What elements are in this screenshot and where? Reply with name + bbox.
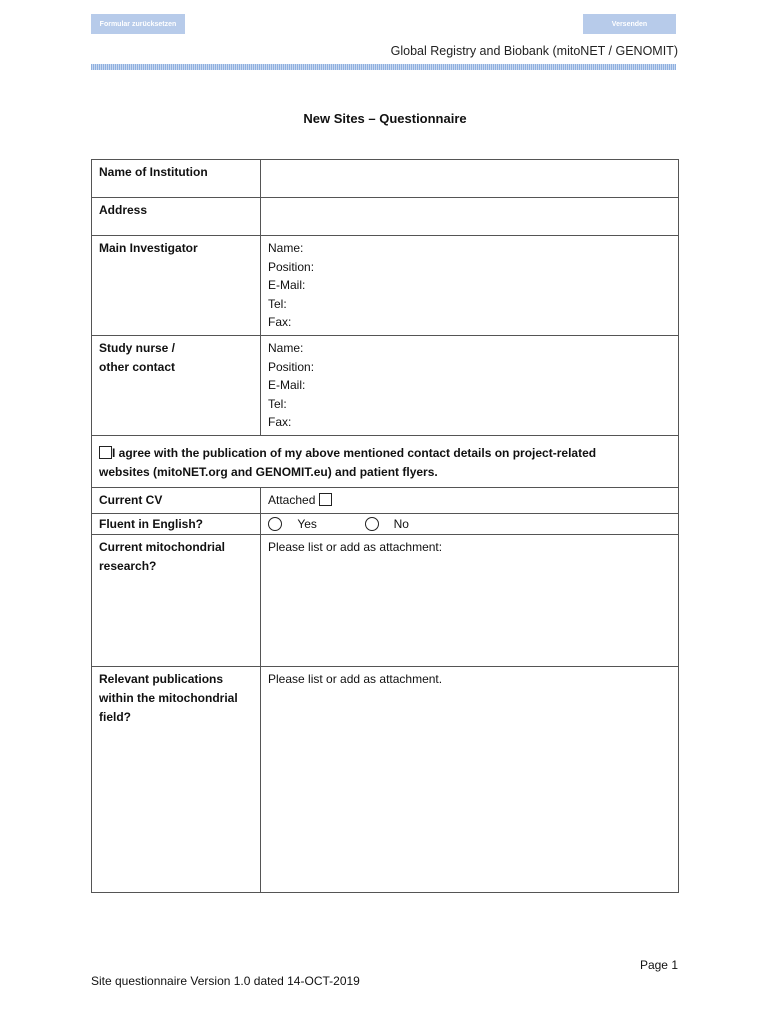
english-no-radio[interactable] bbox=[365, 517, 379, 531]
reset-form-button[interactable]: Formular zurücksetzen bbox=[91, 14, 185, 34]
row-institution bbox=[92, 160, 679, 198]
row-address bbox=[92, 198, 679, 236]
study-nurse-field[interactable] bbox=[261, 335, 679, 435]
mi-tel-label: Tel: bbox=[268, 296, 287, 311]
study-nurse-label-line1: Study nurse / bbox=[99, 340, 176, 355]
institution-label: Name of Institution bbox=[92, 160, 261, 198]
document-title: New Sites – Questionnaire bbox=[303, 111, 467, 126]
mi-email-label: E-Mail: bbox=[268, 278, 306, 293]
questionnaire-table bbox=[91, 159, 679, 893]
sn-fax-label: Fax: bbox=[268, 415, 292, 430]
publications-label-line1: Relevant publications bbox=[99, 672, 224, 687]
address-field[interactable] bbox=[261, 198, 679, 236]
cv-attached-label: Attached bbox=[268, 493, 316, 508]
cv-field bbox=[261, 488, 679, 514]
header-title: Global Registry and Biobank (mitoNET / GENOMIT) bbox=[390, 44, 678, 58]
sn-position-label: Position: bbox=[268, 359, 315, 374]
send-button[interactable]: Versenden bbox=[583, 14, 676, 34]
research-label-line2: research? bbox=[99, 558, 157, 573]
mi-name-label: Name: bbox=[268, 241, 304, 255]
research-label bbox=[92, 535, 261, 667]
agree-text-line1: I agree with the publication of my above mentioned contact details on project-related bbox=[112, 445, 597, 460]
agree-text-line2: websites (mitoNET.org and GENOMIT.eu) and patient flyers. bbox=[99, 464, 438, 479]
english-no-label: No bbox=[393, 516, 409, 531]
study-nurse-label-line2: other contact bbox=[99, 359, 176, 374]
cv-attached-checkbox[interactable] bbox=[319, 493, 332, 506]
institution-field[interactable] bbox=[261, 160, 679, 198]
sn-tel-label: Tel: bbox=[268, 396, 287, 411]
english-field bbox=[261, 513, 679, 535]
study-nurse-label bbox=[92, 335, 261, 435]
english-yes-label: Yes bbox=[297, 516, 317, 531]
research-hint: Please list or add as attachment: bbox=[268, 540, 443, 555]
address-label: Address bbox=[92, 198, 261, 236]
publications-label-line2: within the mitochondrial bbox=[99, 690, 238, 705]
sn-name-label: Name: bbox=[268, 340, 304, 355]
agree-cell bbox=[92, 435, 679, 487]
english-yes-radio[interactable] bbox=[268, 517, 282, 531]
agree-checkbox[interactable] bbox=[99, 446, 112, 459]
page-number: Page 1 bbox=[639, 958, 678, 972]
publications-label-line3: field? bbox=[99, 709, 131, 724]
sn-email-label: E-Mail: bbox=[268, 378, 306, 393]
row-main-investigator bbox=[92, 236, 679, 336]
row-study-nurse bbox=[92, 335, 679, 435]
main-investigator-label: Main Investigator bbox=[92, 236, 261, 336]
publications-hint: Please list or add as attachment. bbox=[268, 672, 443, 687]
mi-position-label: Position: bbox=[268, 259, 315, 274]
cv-label: Current CV bbox=[92, 488, 261, 514]
row-research bbox=[92, 535, 679, 667]
research-field[interactable] bbox=[261, 535, 679, 667]
publications-label bbox=[92, 667, 261, 893]
research-label-line1: Current mitochondrial bbox=[99, 540, 226, 555]
main-investigator-field[interactable] bbox=[261, 236, 679, 336]
row-publications bbox=[92, 667, 679, 893]
header-divider bbox=[91, 64, 676, 70]
row-english bbox=[92, 513, 679, 535]
version-footer: Site questionnaire Version 1.0 dated 14-OCT-2019 bbox=[91, 974, 360, 988]
row-agree bbox=[92, 435, 679, 487]
row-cv bbox=[92, 488, 679, 514]
mi-fax-label: Fax: bbox=[268, 315, 292, 330]
publications-field[interactable] bbox=[261, 667, 679, 893]
english-label: Fluent in English? bbox=[92, 513, 261, 535]
